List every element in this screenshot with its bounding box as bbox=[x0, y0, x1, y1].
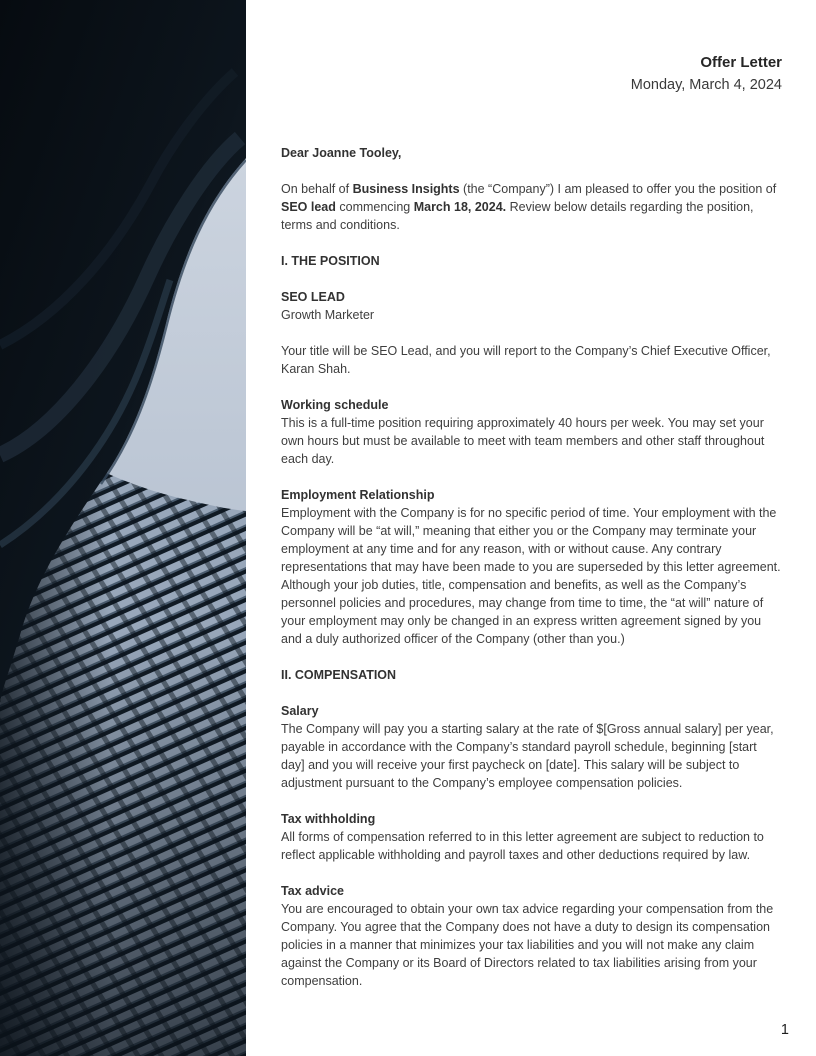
employment-relationship-heading: Employment Relationship bbox=[281, 488, 435, 502]
employment-relationship-block bbox=[281, 486, 782, 648]
working-schedule-block bbox=[281, 396, 782, 468]
working-schedule-heading: Working schedule bbox=[281, 398, 389, 412]
employment-relationship-body: Employment with the Company is for no specific period of time. Your employment with the Company will be “at will,” meaning that either you or the Company may terminate your employment at any time and for any reason, with or without cause. Any contrary representations that may have been made to you are superseded by this letter agreement. Although your job duties, title, compensation and benefits, as well as the Company’s personnel policies and procedures, may change from time to time, the “at will” nature of your employment may only be changed in an express written agreement signed by you and a duly authorized officer of the Company (other than you.) bbox=[281, 506, 781, 646]
tax-advice-body: You are encouraged to obtain your own tax advice regarding your compensation from the Company. You agree that the Company does not have a duty to design its compensation policies in a manner that minimizes your tax liabilities and you will not make any claim against the Company or its Board of Directors related to tax liabilities arising from your compensation. bbox=[281, 902, 774, 988]
letter-title: Offer Letter bbox=[700, 54, 782, 71]
role-subtitle: Growth Marketer bbox=[281, 308, 375, 322]
intro-paragraph bbox=[281, 180, 782, 234]
salary-block bbox=[281, 702, 782, 792]
reporting-paragraph: Your title will be SEO Lead, and you will report to the Company’s Chief Executive Officer, Karan Shah. bbox=[281, 344, 771, 376]
salary-heading: Salary bbox=[281, 704, 319, 718]
tax-withholding-heading: Tax withholding bbox=[281, 812, 376, 826]
cover-photo-panel bbox=[0, 0, 246, 1056]
intro-text: On behalf of Business Insights (the “Company”) I am pleased to offer you the position of SEO lead commencing March 18, 2024. Review below details regarding the position, terms and conditions. bbox=[281, 182, 777, 232]
tax-withholding-block bbox=[281, 810, 782, 864]
role-title: SEO LEAD bbox=[281, 290, 345, 304]
greeting bbox=[281, 144, 782, 162]
tax-advice-heading: Tax advice bbox=[281, 884, 345, 898]
letter-header bbox=[281, 52, 782, 96]
architecture-photo bbox=[0, 0, 246, 1056]
greeting-text: Dear Joanne Tooley, bbox=[281, 146, 402, 160]
role-block bbox=[281, 288, 782, 324]
page-number: 1 bbox=[780, 1022, 789, 1038]
letter-body bbox=[246, 0, 816, 1056]
letter-date: Monday, March 4, 2024 bbox=[630, 77, 782, 93]
tax-advice-block bbox=[281, 882, 782, 990]
section-position-heading: I. THE POSITION bbox=[281, 254, 380, 268]
salary-body: The Company will pay you a starting salary at the rate of $[Gross annual salary] per year, payable in accordance with the Company’s standard payroll schedule, beginning [start day] and you will receive your first paycheck on [date]. This salary will be subject to adjustment pursuant to the Company’s employee compensation policies. bbox=[281, 722, 774, 790]
working-schedule-body: This is a full-time position requiring approximately 40 hours per week. You may set your own hours but must be available to meet with team members and other staff throughout each day. bbox=[281, 416, 765, 466]
section-compensation-heading: II. COMPENSATION bbox=[281, 668, 397, 682]
tax-withholding-body: All forms of compensation referred to in this letter agreement are subject to reduction to reflect applicable withholding and payroll taxes and other deductions required by law. bbox=[281, 830, 764, 862]
